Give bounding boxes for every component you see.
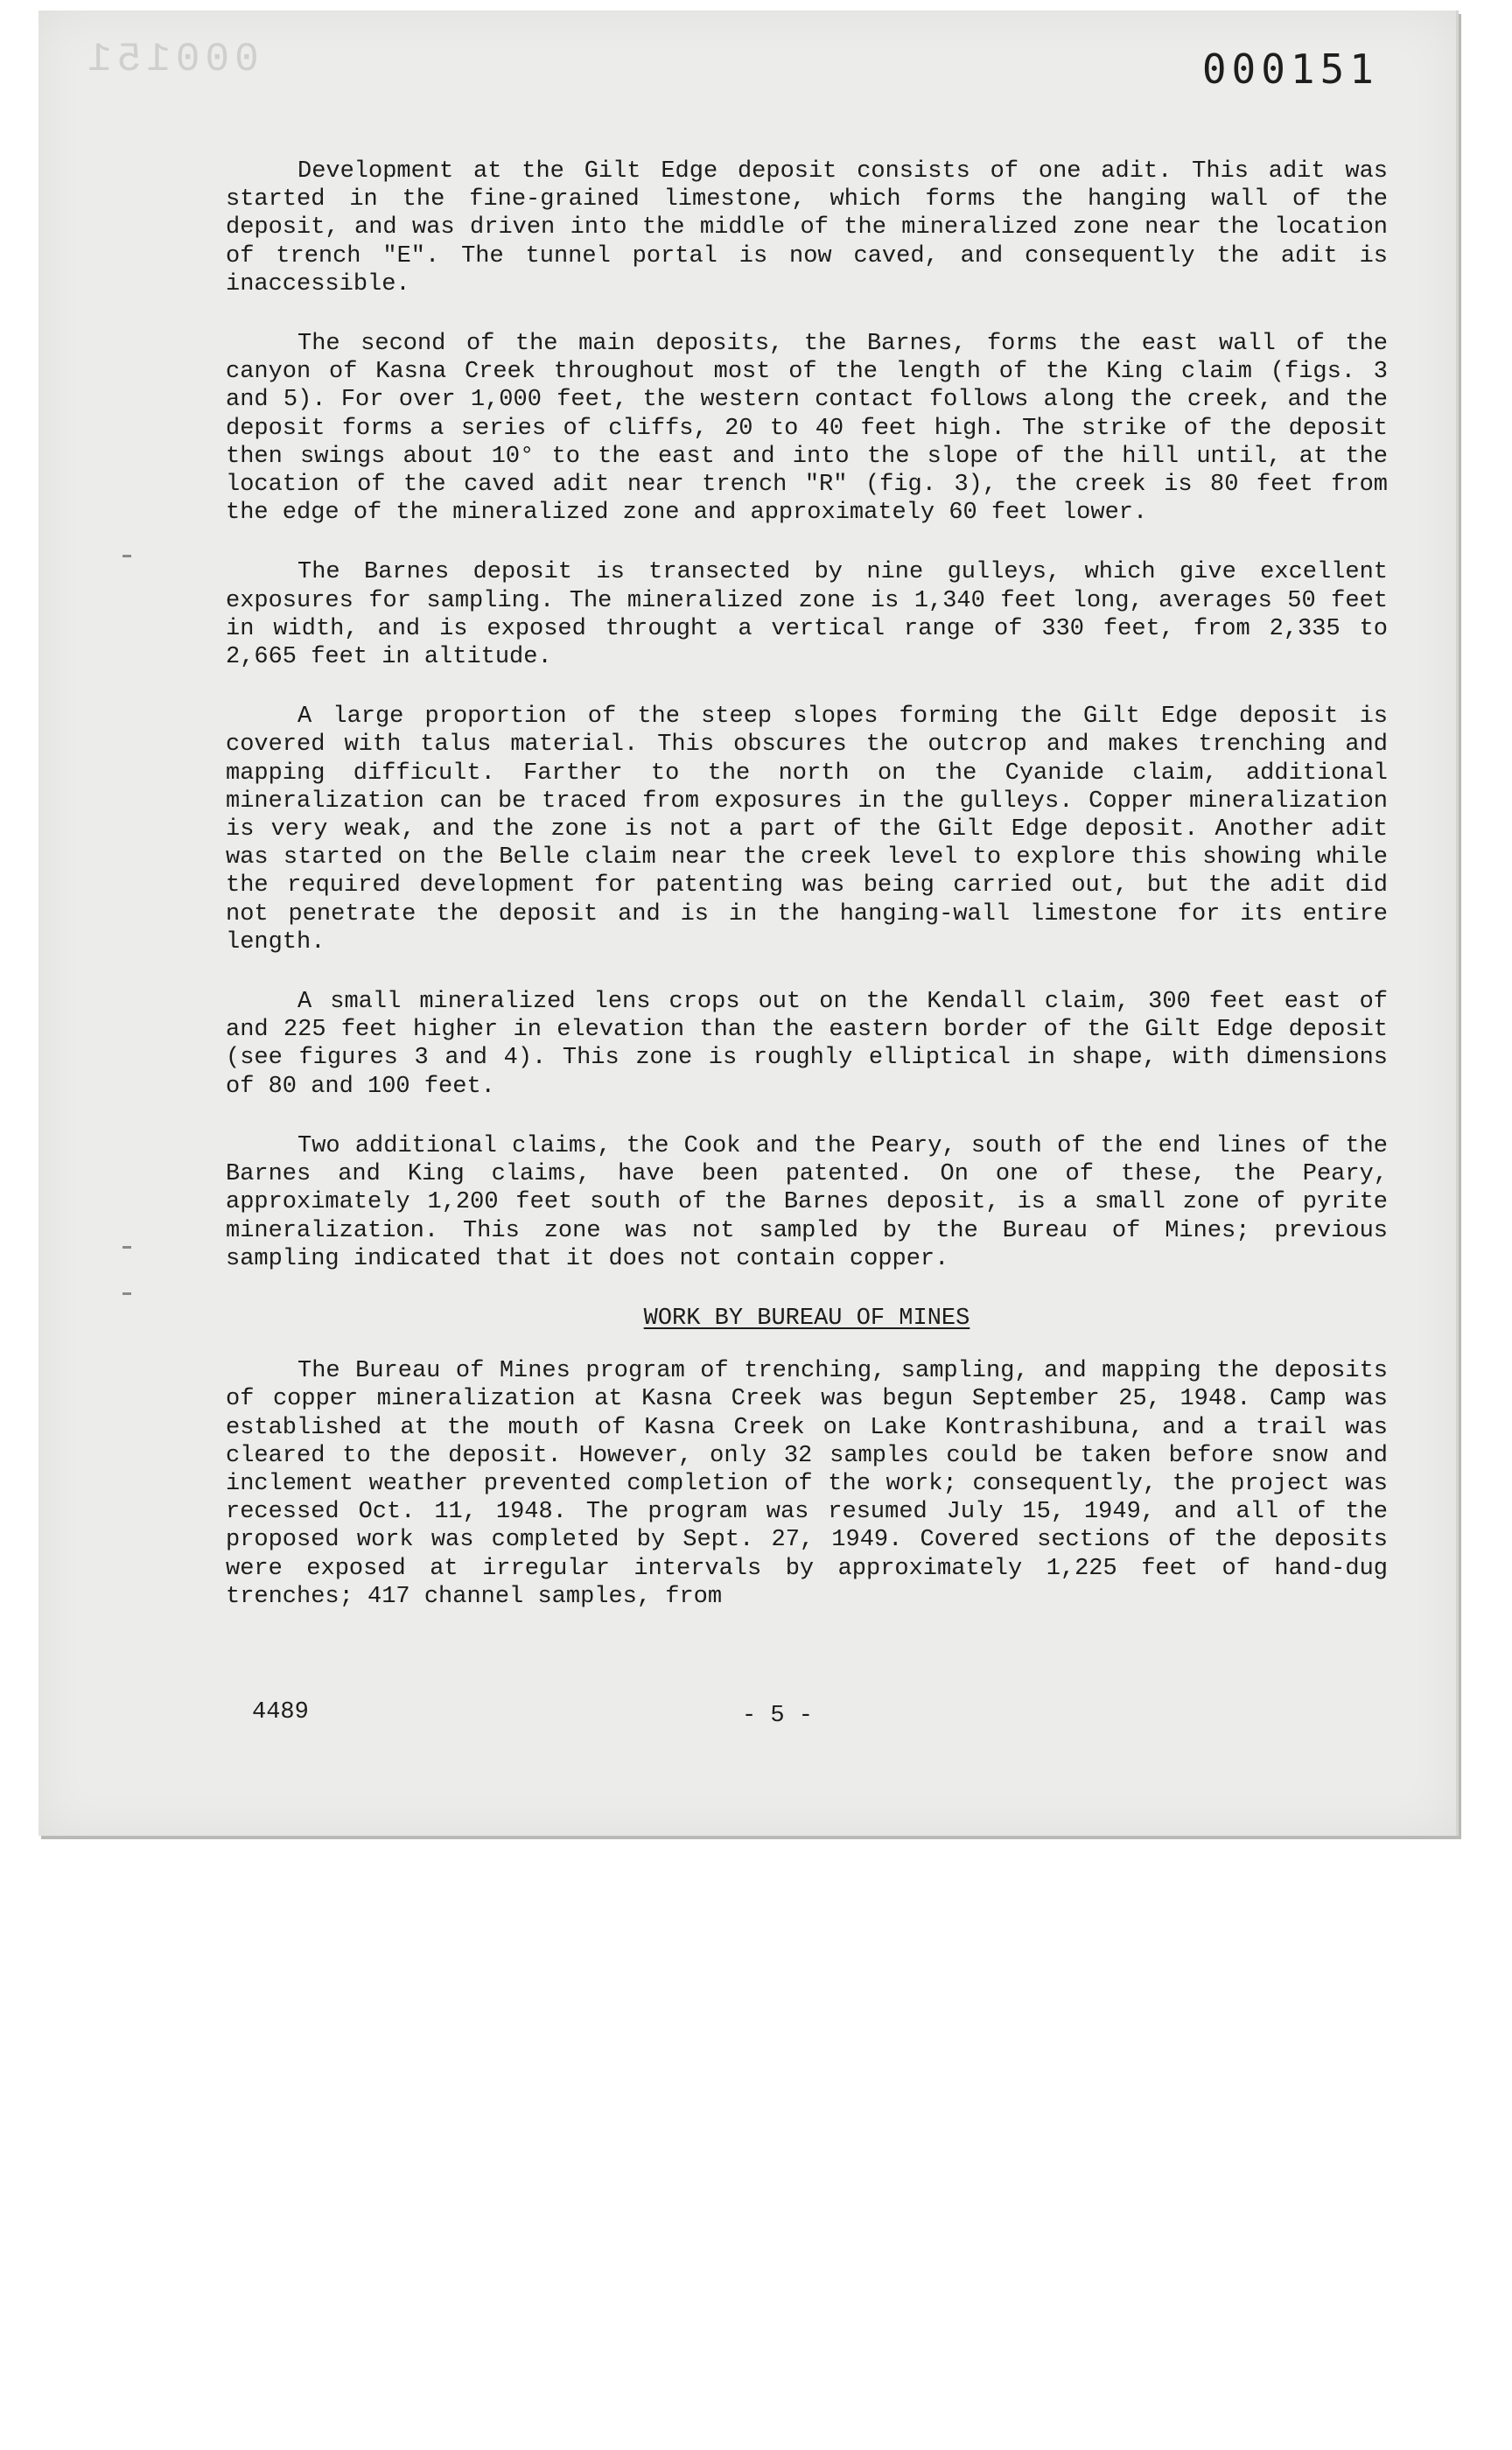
page-number: - 5 -: [742, 1703, 814, 1729]
margin-mark: [122, 1246, 131, 1249]
footer-doc-id: 4489: [252, 1699, 309, 1726]
margin-mark: [122, 1292, 131, 1295]
paragraph: A large proportion of the steep slopes forming the Gilt Edge deposit is covered with talus material. This obscures the outcrop and makes trenching and mapping difficult. Farther to the north on the Cyanide claim, additional mineralization can be traced from exposures in the gulleys. Copper mineralization is very weak, and the zone is not a part of the Gilt Edge deposit. Another adit was started on the Belle claim near the creek level to explore this showing while the required development for patenting was being carried out, but the adit did not penetrate the deposit and is in the hanging-wall limestone for its entire length.: [226, 704, 1388, 956]
paragraph: A small mineralized lens crops out on the Kendall claim, 300 feet east of and 225 feet higher in elevation than the eastern border of the Gilt Edge deposit (see figures 3 and 4). This zone is roughly elliptical in shape, with dimensions of 80 and 100 feet.: [226, 989, 1388, 1100]
paragraph: Development at the Gilt Edge deposit consists of one adit. This adit was started in the fine-grained limestone, which forms the hanging wall of the deposit, and was driven into the middle of the mineralized zone near the location of trench "E". The tunnel portal is now caved, and consequently the adit is inaccessible.: [226, 158, 1388, 298]
document-page: [38, 10, 1459, 1836]
section-heading: WORK BY BUREAU OF MINES: [643, 1305, 970, 1332]
paragraph: Two additional claims, the Cook and the Peary, south of the end lines of the Barnes and King claims, have been patented. On one of these, the Peary, approximately 1,200 feet south of the Barnes deposit, is a small zone of pyrite mineralization. This zone was not sampled by the Bureau of Mines; previous sampling indicated that it does not contain copper.: [226, 1132, 1388, 1272]
bleed-through-number: 000151: [82, 37, 259, 82]
paragraph: The Bureau of Mines program of trenching, sampling, and mapping the deposits of copper mineralization at Kasna Creek was begun September 25, 1948. Camp was established at the mouth of Kasna Creek on Lake Kontrashibuna, and a trail was cleared to the deposit. However, only 32 samples could be taken before snow and inclement weather prevented completion of the work; consequently, the project was recessed Oct. 11, 1948. The program was resumed July 15, 1949, and all of the proposed work was completed by Sept. 27, 1949. Covered sections of the deposits were exposed at irregular intervals by approximately 1,225 feet of hand-dug trenches; 417 channel samples, from: [226, 1358, 1388, 1610]
document-number: 000151: [1201, 46, 1379, 93]
margin-mark: [122, 555, 131, 557]
body-text: [226, 158, 1388, 1642]
paragraph: The Barnes deposit is transected by nine gulleys, which give excellent exposures for sampling. The mineralized zone is 1,340 feet long, averages 50 feet in width, and is exposed throught a vertical range of 330 feet, from 2,335 to 2,665 feet in altitude.: [226, 559, 1388, 671]
paragraph: The second of the main deposits, the Barnes, forms the east wall of the canyon of Kasna Creek throughout most of the length of the King claim (figs. 3 and 5). For over 1,000 feet, the western contact follows along the creek, and the deposit forms a series of cliffs, 20 to 40 feet high. The strike of the deposit then swings about 10° to the east and into the slope of the hill until, at the location of the caved adit near trench "R" (fig. 3), the creek is 80 feet from the edge of the mineralized zone and approximately 60 feet lower.: [226, 331, 1388, 527]
